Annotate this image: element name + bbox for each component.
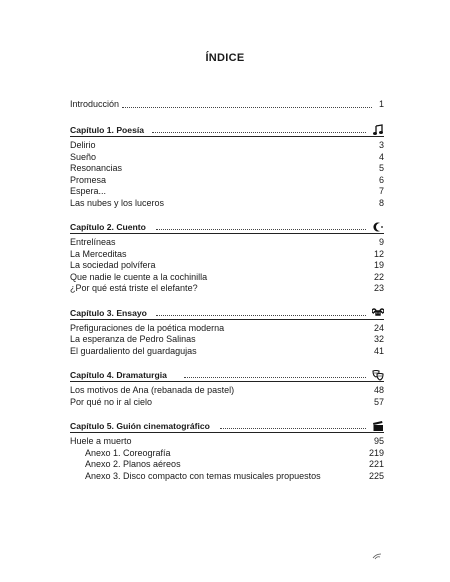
toc-entry-label: Introducción [70, 99, 120, 109]
chapter-title: Capítulo 3. Ensayo [70, 307, 147, 318]
toc-entry-page: 1 [378, 99, 384, 109]
dot-leader [220, 427, 366, 429]
toc-entry [70, 283, 384, 295]
toc-entry-label: Promesa [70, 174, 107, 185]
table-of-contents [70, 98, 384, 482]
toc-entry-page: 221 [368, 459, 384, 469]
toc-entry-page: 95 [373, 436, 384, 446]
toc-entry-page: 48 [373, 385, 384, 395]
toc-entry-label: Por qué no ir al cielo [70, 396, 153, 407]
toc-entry [70, 198, 384, 210]
toc-entry [70, 471, 384, 483]
toc-entry [70, 249, 384, 261]
toc-entry [70, 397, 384, 409]
toc-entry [70, 323, 384, 335]
theater-masks-icon [372, 369, 384, 381]
dot-leader [156, 228, 366, 230]
toc-entry-label: El guardaliento del guardagujas [70, 345, 197, 356]
toc-entry-label: Que nadie le cuente a la cochinilla [70, 271, 208, 282]
toc-entry-page: 24 [373, 322, 384, 333]
toc-entry-page: 5 [378, 163, 384, 173]
toc-entry-page: 57 [373, 396, 384, 407]
toc-entry [70, 152, 384, 164]
chapter-title: Capítulo 2. Cuento [70, 222, 146, 232]
toc-entry-label: La sociedad polvífera [70, 260, 156, 270]
toc-entry-page: 9 [378, 237, 384, 247]
command-key-icon [372, 307, 384, 319]
toc-entry-label: Espera... [70, 186, 107, 196]
toc-entry [70, 459, 384, 471]
corner-ornament-icon [372, 552, 382, 560]
toc-entry [70, 186, 384, 198]
toc-entry [70, 436, 384, 448]
chapter-title: Capítulo 4. Dramaturgia [70, 370, 167, 380]
toc-entry-page: 41 [373, 345, 384, 356]
toc-entry-page: 4 [378, 151, 384, 162]
dot-leader [184, 376, 366, 378]
toc-entry-label: Prefiguraciones de la poética moderna [70, 322, 225, 333]
dot-leader [156, 314, 366, 316]
toc-entry [70, 448, 384, 460]
chapter-heading-3 [70, 307, 384, 320]
chapter-title: Capítulo 5. Guión cinematográfico [70, 421, 210, 431]
toc-entry [70, 140, 384, 152]
toc-entry-label: Huele a muerto [70, 436, 132, 446]
toc-entry [70, 346, 384, 358]
chapter-heading-5 [70, 420, 384, 433]
dot-leader [122, 106, 372, 108]
toc-entry [70, 260, 384, 272]
toc-entry-label: Anexo 2. Planos aéreos [85, 459, 181, 469]
toc-entry-label: La esperanza de Pedro Salinas [70, 334, 196, 344]
toc-entry-label: Anexo 3. Disco compacto con temas musicales propuestos [85, 470, 321, 481]
dot-leader [152, 131, 366, 133]
chapter-heading-4 [70, 369, 384, 382]
toc-entry-page: 3 [378, 140, 384, 150]
toc-entry-label: Sueño [70, 151, 97, 162]
toc-entry [70, 163, 384, 175]
toc-entry [70, 385, 384, 397]
toc-entry-label: Entrelíneas [70, 237, 116, 247]
toc-entry [70, 237, 384, 249]
toc-entry-page: 6 [378, 174, 384, 185]
toc-entry [70, 175, 384, 187]
page-title: ÍNDICE [205, 52, 245, 64]
chapter-heading-2 [70, 221, 384, 234]
toc-entry-label: ¿Por qué está triste el elefante? [70, 283, 198, 293]
chapter-title: Capítulo 1. Poesía [70, 125, 145, 135]
toc-entry-page: 19 [373, 260, 384, 270]
toc-entry-page: 7 [378, 186, 384, 196]
chapter-heading-1 [70, 124, 384, 137]
toc-entry-label: Delirio [70, 140, 96, 150]
toc-entry-page: 8 [378, 197, 384, 208]
toc-entry-label: La Merceditas [70, 248, 127, 259]
toc-entry-page: 23 [373, 283, 384, 293]
toc-entry-page: 12 [373, 248, 384, 259]
toc-entry [70, 334, 384, 346]
toc-entry-label: Resonancias [70, 163, 123, 173]
toc-entry [70, 272, 384, 284]
toc-entry-page: 225 [368, 470, 384, 481]
toc-entry-label: Las nubes y los luceros [70, 197, 165, 208]
toc-entry-label: Anexo 1. Coreografía [85, 447, 171, 458]
toc-entry-page: 32 [373, 334, 384, 344]
toc-entry-page: 219 [368, 447, 384, 458]
clapperboard-icon [372, 420, 384, 432]
music-note-icon [372, 124, 384, 136]
toc-entry-page: 22 [373, 271, 384, 282]
toc-entry-label: Los motivos de Ana (rebanada de pastel) [70, 385, 235, 395]
toc-entry-intro [70, 98, 384, 110]
moon-icon [372, 221, 384, 233]
